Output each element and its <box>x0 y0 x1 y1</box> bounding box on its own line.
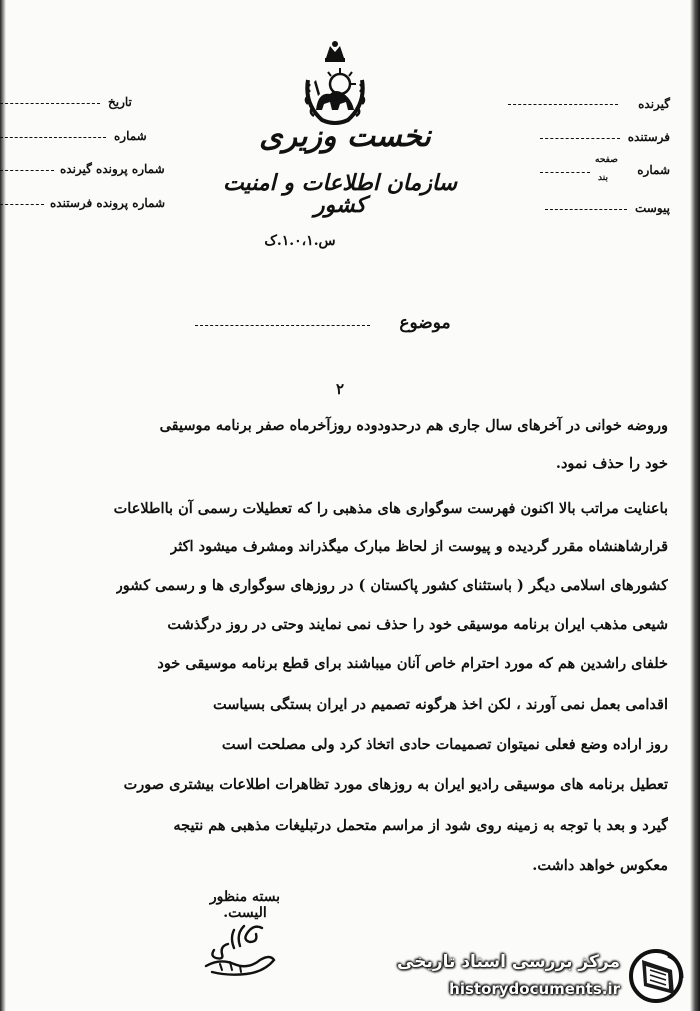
sender-line <box>540 138 620 139</box>
closing-text: بسته منظور الیست. <box>209 889 281 921</box>
body-line: معکوس خواهد داشت. <box>532 857 668 874</box>
recipient-line <box>508 104 618 105</box>
sender-file-number-label: شماره پرونده فرستنده <box>50 196 166 210</box>
archive-watermark-title: مرکز بررسی اسناد تاریخی <box>397 952 620 972</box>
left-number-label: شماره <box>114 129 147 143</box>
number-label: شماره <box>637 163 670 177</box>
sender-file-number-line <box>0 204 44 205</box>
subject-label: موضوع <box>399 313 451 333</box>
left-number-line <box>0 137 106 138</box>
number-line <box>540 172 590 173</box>
body-line: کشورهای اسلامی دیگر ( باستثنای کشور پاکستان ) در روزهای سوگواری ها و رسمی کشور <box>115 577 668 594</box>
office-title: نخست وزیری <box>259 119 431 154</box>
attachment-label: پیوست <box>635 201 670 215</box>
scan-edge-right <box>690 0 700 1011</box>
archive-logo-icon <box>628 948 688 1004</box>
body-line: وروضه خوانی در آخرهای سال جاری هم درحدودوده روزآخرماه صفر برنامه موسیقی <box>159 417 668 434</box>
body-line: گیرد و بعد با توجه به زمینه روی شود از مراسم متحمل درتبلیغات مذهبی هم نتیجه <box>173 817 668 834</box>
archive-watermark-url[interactable]: historydocuments.ir <box>449 980 620 998</box>
date-label: تاریخ <box>108 95 132 109</box>
organization-name: سازمان اطلاعات و امنیت کشور <box>222 170 458 218</box>
number-section-label: صفحه <box>595 155 618 165</box>
body-line: خود را حذف نمود. <box>555 455 668 472</box>
page-number: ۲ <box>335 380 345 398</box>
date-line <box>0 103 100 104</box>
scan-edge-left <box>0 0 6 1011</box>
document-code: س.۱.۰،۱.ک <box>264 233 336 249</box>
body-line: شیعی مذهب ایران برنامه موسیقی خود را حذف نمی نمایند وحتی در روز درگذشت <box>167 616 668 633</box>
recipient-label: گیرنده <box>638 97 670 111</box>
subject-line <box>195 325 370 326</box>
attachment-line <box>545 209 627 210</box>
body-line: روز اراده وضع فعلی نمیتوان تصمیمات حادی اتخاذ کرد ولی مصلحت است <box>221 736 668 753</box>
lion-and-sun-emblem-icon <box>300 40 370 128</box>
body-line: قرارشاهنشاه مقرر گردیده و پیوست از لحاظ مبارک میگذراند ومشرف میشود اکثر <box>170 538 668 555</box>
recipient-file-number-label: شماره پرونده گیرنده <box>60 162 165 176</box>
recipient-file-number-line <box>0 170 54 171</box>
body-line: تعطیل برنامه های موسیقی رادیو ایران به روزهای مورد تظاهرات اطلاعات بیشتری صورت <box>123 776 668 793</box>
body-line: خلفای راشدین هم که مورد احترام خاص آنان میباشند برای قطع برنامه موسیقی خود <box>157 655 668 672</box>
body-line: باعنایت مراتب بالا اکنون فهرست سوگواری های مذهبی را که تعطیلات رسمی آن بااطلاعات <box>113 500 668 517</box>
sender-label: فرستنده <box>627 130 670 144</box>
body-line: اقدامی بعمل نمی آورند ، لکن اخذ هرگونه تصمیم در ایران بستگی بسیاست <box>212 696 668 713</box>
handwritten-signature <box>200 920 280 982</box>
number-band-label: بند <box>598 173 608 183</box>
